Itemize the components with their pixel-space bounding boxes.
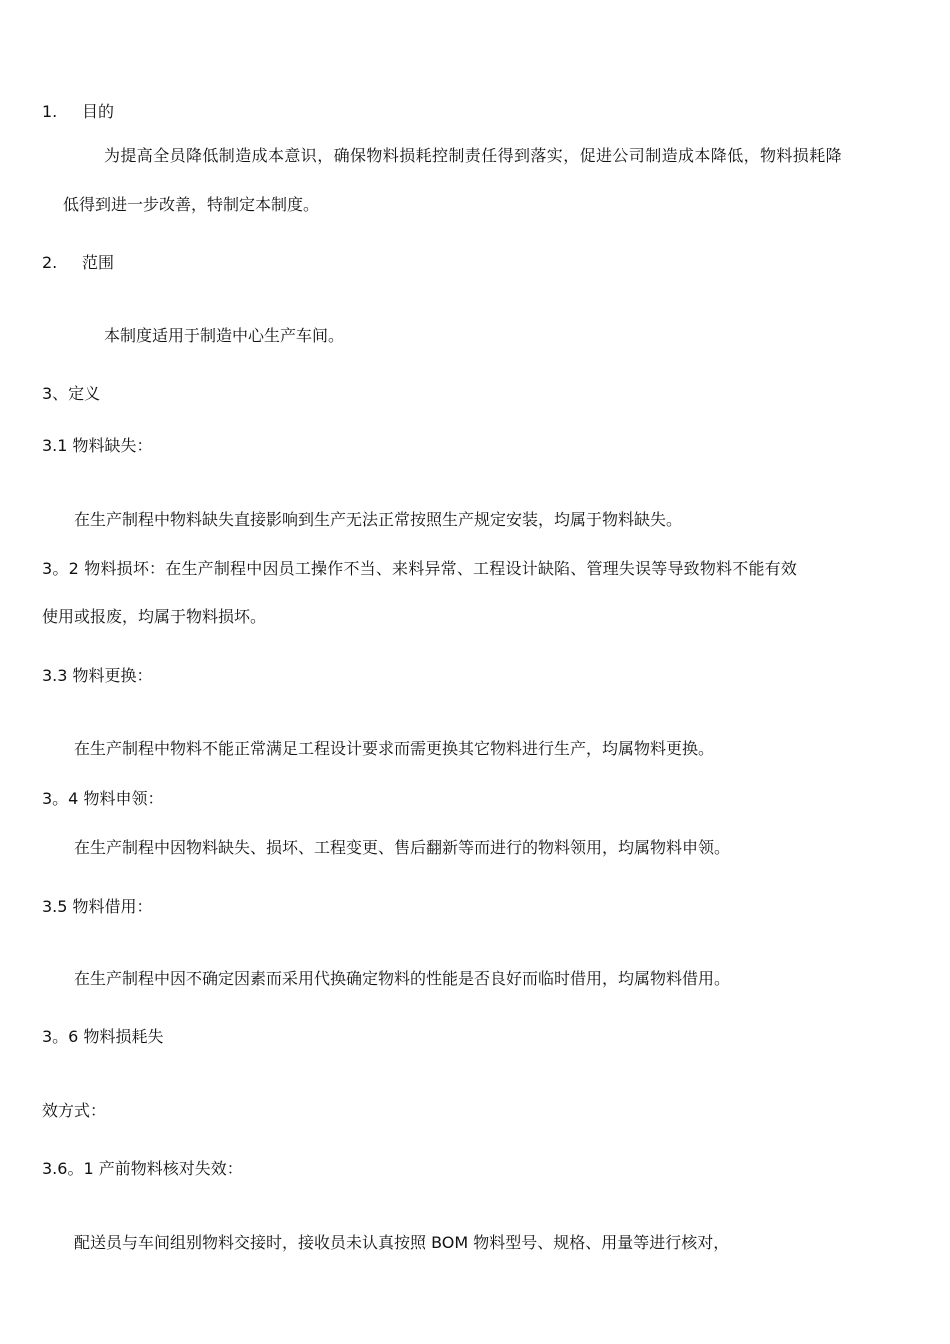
paragraph: 在生产制程中因不确定因素而采用代换确定物料的性能是否良好而临时借用，均属物料借用。	[74, 969, 731, 988]
section-2-heading	[42, 253, 114, 273]
subsection-heading: 3.1 物料缺失：	[42, 436, 153, 455]
paragraph: 为提高全员降低制造成本意识，确保物料损耗控制责任得到落实，促进公司制造成本降低，物料损耗降	[104, 146, 843, 165]
section-title: 目的	[82, 102, 115, 121]
paragraph: 本制度适用于制造中心生产车间。	[104, 326, 345, 345]
paragraph: 低得到进一步改善，特制定本制度。	[63, 195, 320, 214]
subsection-heading: 3。4 物料申领：	[42, 789, 164, 808]
subsection-heading: 3.5 物料借用：	[42, 897, 153, 916]
section-3-heading: 3、定义	[42, 384, 101, 403]
paragraph: 配送员与车间组别物料交接时，接收员未认真按照 BOM 物料型号、规格、用量等进行核对，	[74, 1233, 730, 1252]
paragraph: 3。2 物料损坏：在生产制程中因员工操作不当、来料异常、工程设计缺陷、管理失误等导致物料不能有效	[42, 559, 798, 578]
subsection-heading: 3.6。1 产前物料核对失效：	[42, 1159, 243, 1178]
paragraph: 在生产制程中物料缺失直接影响到生产无法正常按照生产规定安装，均属于物料缺失。	[74, 510, 683, 529]
paragraph: 使用或报废，均属于物料损坏。	[42, 607, 267, 626]
section-1-heading	[42, 102, 114, 122]
paragraph: 在生产制程中因物料缺失、损坏、工程变更、售后翻新等而进行的物料领用，均属物料申领。	[74, 838, 731, 857]
paragraph: 效方式：	[42, 1101, 107, 1120]
subsection-heading: 3。6 物料损耗失	[42, 1027, 164, 1046]
subsection-heading: 3.3 物料更换：	[42, 666, 153, 685]
section-title: 范围	[82, 253, 115, 272]
section-number: 1.	[42, 102, 58, 121]
section-number: 2.	[42, 253, 58, 272]
paragraph: 在生产制程中物料不能正常满足工程设计要求而需更换其它物料进行生产，均属物料更换。	[74, 739, 715, 758]
